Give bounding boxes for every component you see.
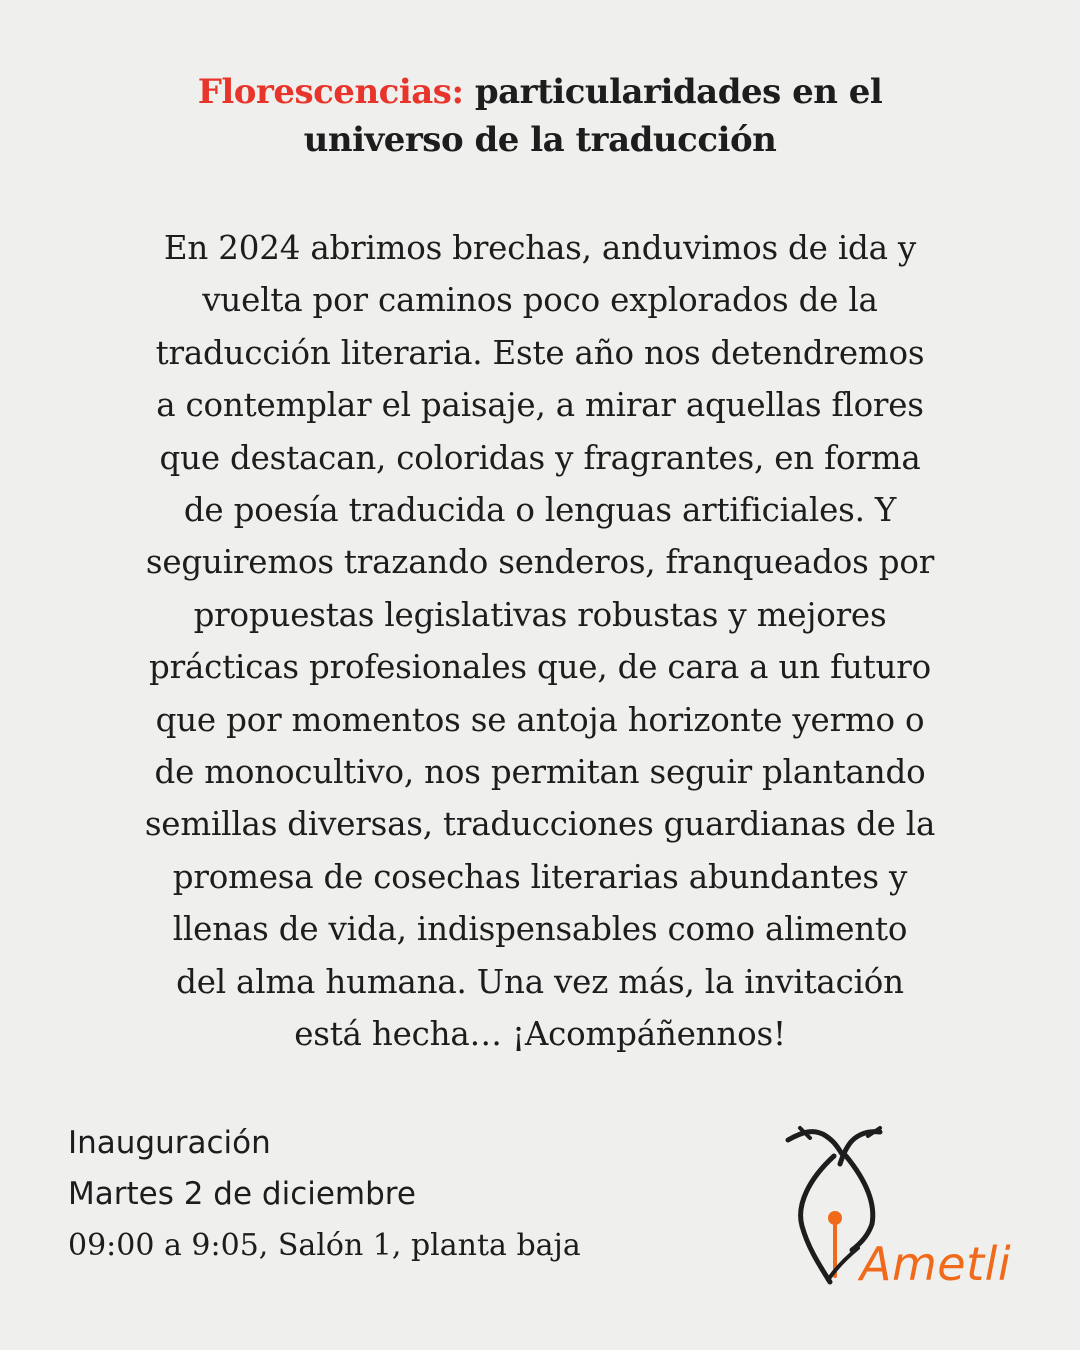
title-accent: Florescencias: <box>197 72 464 112</box>
title-line-1 <box>90 68 990 116</box>
page-title <box>90 68 990 164</box>
title-line-1-rest: particularidades en el <box>463 72 883 112</box>
event-time-place: 09:00 a 9:05, Salón 1, planta baja <box>68 1228 581 1263</box>
body-line: promesa de cosechas literarias abundantes y <box>172 857 908 896</box>
body-line: llenas de vida, indispensables como alimento <box>172 910 908 949</box>
body-line: En 2024 abrimos brechas, anduvimos de ida y <box>163 229 917 267</box>
title-line-2: universo de la traducción <box>303 120 777 160</box>
body-line: que por momentos se antoja horizonte yermo o <box>155 700 925 739</box>
body-line: traducción literaria. Este año nos detendremos <box>155 333 925 372</box>
body-line: que destacan, coloridas y fragrantes, en forma <box>159 438 921 477</box>
logo-wordmark: Ametli <box>860 1237 1012 1291</box>
body-line: del alma humana. Una vez más, la invitación <box>176 962 904 1001</box>
event-name: Inauguración <box>68 1125 271 1161</box>
body-line: propuestas legislativas robustas y mejores <box>193 595 887 634</box>
body-line: vuelta por caminos poco explorados de la <box>202 281 878 320</box>
body-line: de poesía traducida o lenguas artificiales. Y <box>183 491 897 530</box>
body-line: prácticas profesionales que, de cara a un futuro <box>149 648 931 687</box>
body-paragraph <box>110 222 970 1061</box>
body-line: a contemplar el paisaje, a mirar aquellas flores <box>156 386 924 425</box>
body-line: seguiremos trazando senderos, franqueados por <box>145 543 935 582</box>
body-line: semillas diversas, traducciones guardianas de la <box>144 805 936 844</box>
event-date: Martes 2 de diciembre <box>68 1176 416 1212</box>
ametli-logo <box>780 1118 1020 1298</box>
body-line: está hecha… ¡Acompáñennos! <box>294 1015 786 1054</box>
body-line: de monocultivo, nos permitan seguir plantando <box>154 753 926 792</box>
event-info <box>68 1118 708 1271</box>
